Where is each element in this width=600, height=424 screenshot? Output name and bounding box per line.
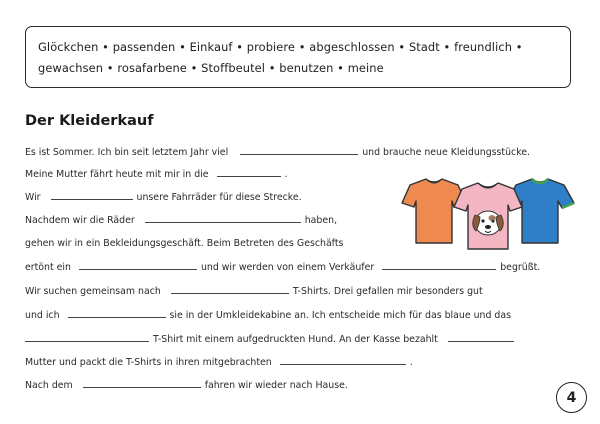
blank-3[interactable] [51, 199, 133, 200]
blank-12[interactable] [83, 387, 201, 388]
text-segment: . [284, 169, 288, 180]
blank-8[interactable] [68, 317, 166, 318]
text-segment: und wir werden von einem Verkäufer [200, 262, 375, 273]
text-segment: und brauche neue Kleidungsstücke. [362, 147, 531, 158]
word-bank-line-2: gewachsen • rosafarbene • Stoffbeutel • benutzen • meine [38, 61, 384, 75]
text-segment: fahren wir wieder nach Hause. [204, 380, 348, 391]
text-line-8 [25, 309, 511, 323]
blank-1[interactable] [240, 154, 358, 155]
text-segment: Mutter und packt die T-Shirts in ihren mitgebrachten [25, 357, 272, 368]
text-segment: unsere Fahrräder für diese Strecke. [136, 192, 302, 203]
page-number: 4 [566, 389, 577, 406]
text-segment: Meine Mutter fährt heute mit mir in die [25, 169, 209, 180]
text-segment: Wir [25, 192, 41, 203]
blank-11[interactable] [280, 364, 406, 365]
text-line-2 [25, 168, 288, 182]
text-line-7 [25, 285, 483, 299]
text-line-4 [25, 214, 337, 228]
text-segment: ertönt ein [25, 262, 71, 273]
page-number-badge [556, 382, 587, 413]
text-line-10 [25, 356, 413, 370]
text-line-6 [25, 261, 540, 275]
blank-4[interactable] [145, 222, 301, 223]
text-segment: Wir suchen gemeinsam nach [25, 286, 161, 297]
text-line-3 [25, 191, 302, 205]
text-line-9 [25, 333, 518, 347]
text-line-11 [25, 379, 348, 393]
word-bank-line-1: Glöckchen • passenden • Einkauf • probiere • abgeschlossen • Stadt • freundlich • [38, 40, 523, 54]
text-segment: und ich [25, 310, 60, 321]
worksheet-title: Der Kleiderkauf [25, 113, 154, 129]
blank-5[interactable] [79, 269, 197, 270]
text-segment: sie in der Umkleidekabine an. Ich entscheide mich für das blaue und das [169, 310, 511, 321]
orange-tshirt-icon [402, 179, 466, 243]
blank-10[interactable] [448, 341, 514, 342]
blank-6[interactable] [382, 269, 496, 270]
text-line-1 [25, 146, 530, 160]
text-segment: Nach dem [25, 380, 73, 391]
text-segment: T-Shirts. Drei gefallen mir besonders gut [292, 286, 483, 297]
text-segment: T-Shirt mit einem aufgedruckten Hund. An der Kasse bezahlt [153, 334, 438, 345]
text-line-5 [25, 237, 343, 251]
text-segment: Nachdem wir die Räder [25, 215, 135, 226]
pink-tshirt-icon [454, 183, 522, 249]
blank-9[interactable] [25, 341, 149, 342]
blank-2[interactable] [217, 176, 281, 177]
tshirts-illustration-icon [396, 173, 578, 251]
blue-tshirt-icon [506, 179, 574, 243]
blank-7[interactable] [171, 293, 289, 294]
text-segment: . [409, 357, 413, 368]
text-segment: gehen wir in ein Bekleidungsgeschäft. Beim Betreten des Geschäfts [25, 238, 344, 249]
text-segment: begrüßt. [500, 262, 541, 273]
text-segment: Es ist Sommer. Ich bin seit letztem Jahr viel [25, 147, 229, 158]
word-bank-box [25, 26, 571, 88]
text-segment: haben, [304, 215, 338, 226]
